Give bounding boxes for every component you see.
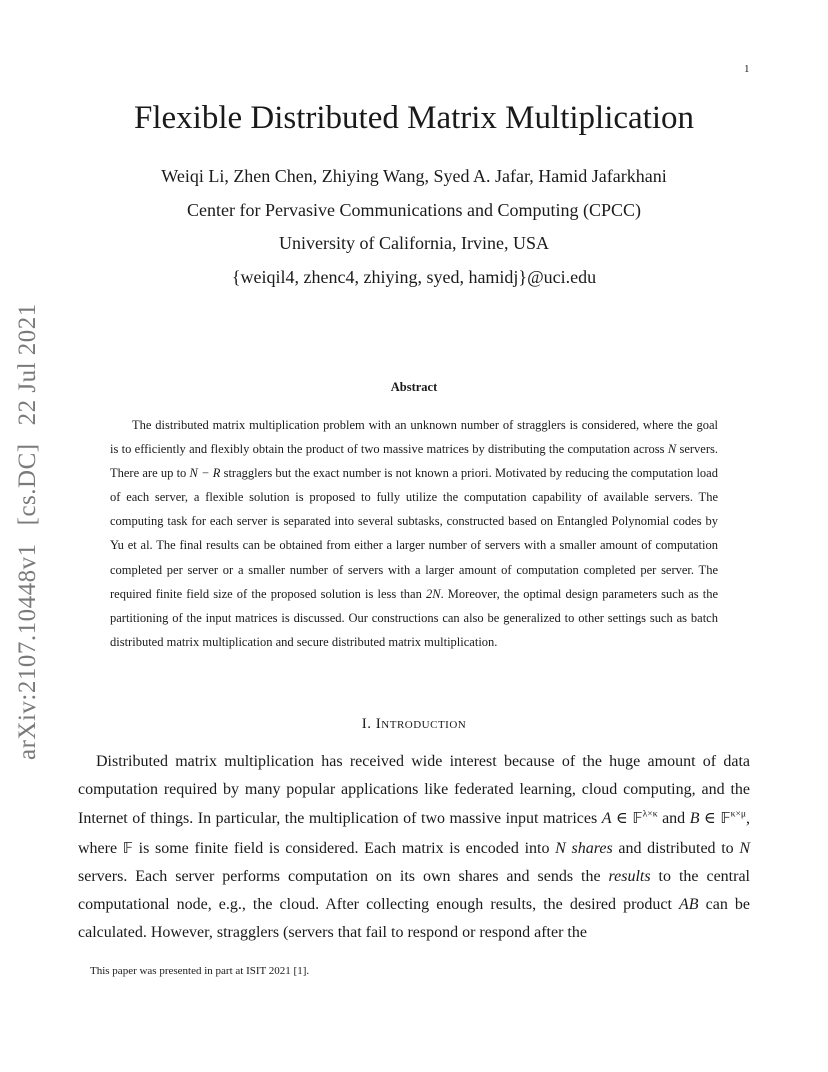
section-heading (0, 716, 828, 733)
footnote: This paper was presented in part at ISIT 2021 [1]. (90, 965, 310, 977)
emphasized-term: results (608, 867, 651, 885)
field-symbol: 𝔽 (720, 809, 731, 828)
affiliation-center: Center for Pervasive Communications and Computing (CPCC) (187, 199, 641, 220)
section-number: I. (361, 716, 372, 732)
page-number: 1 (744, 63, 750, 75)
introduction-paragraph: Distributed matrix multiplication has received wide interest because of the huge amount of data computation required by many popular applications like federated learning, cloud computing, and the Internet of things. In particular, the multiplication of two massive input matrices A ∈ 𝔽$^{\lambda\times\kappa}$ and B ∈ 𝔽$^{\kappa\times\mu}$, where 𝔽 is some finite field is considered. Each matrix is encoded into N shares and distributed to N servers. Each server performs computation on its own shares and sends the results to the central computational node, e.g., the cloud. After collecting enough results, the desired product AB can be calculated. However, stragglers (servers that fail to respond or respond after the (78, 753, 751, 942)
math-symbol: N (555, 839, 566, 857)
arxiv-id: arXiv:2107.10448v1 (14, 543, 41, 760)
math-symbol: AB (679, 896, 699, 914)
math-symbol: A (601, 810, 612, 828)
math-symbol: 2N (425, 586, 441, 601)
abstract-heading: Abstract (390, 380, 438, 394)
math-symbol: N − R (189, 466, 221, 481)
arxiv-date: 22 Jul 2021 (14, 303, 41, 426)
arxiv-identifier-stamp (14, 285, 42, 760)
paper-title: Flexible Distributed Matrix Multiplication (133, 100, 695, 136)
author-block (0, 160, 828, 294)
affiliation-university: University of California, Irvine, USA (279, 233, 549, 253)
author-names: Weiqi Li, Zhen Chen, Zhiying Wang, Syed A. Jafar, Hamid Jafarkhani (161, 166, 667, 186)
superscript: λ×κ (642, 808, 658, 820)
field-symbol: 𝔽 (122, 838, 133, 857)
section-title: Introduction (375, 716, 467, 732)
field-symbol: 𝔽 (632, 809, 643, 828)
abstract-text: The distributed matrix multiplication problem with an unknown number of stragglers is considered, where the goal is to efficiently and flexibly obtain the product of two massive matrices by distributing the computation across N servers. There are up to N − R stragglers but the exact number is not known a priori. Motivated by reducing the computation load of each server, a flexible solution is proposed to fully utilize the computation capability of available servers. The computing task for each server is separated into several subtasks, constructed based on Entangled Polynomial codes by Yu et al. The final results can be obtained from either a larger number of servers with a smaller amount of computation completed per server or a smaller number of servers with a larger amount of computation completed per server. The required finite field size of the proposed solution is less than 2N. Moreover, the optimal design parameters such as the partitioning of the input matrices is discussed. Our constructions can also be generalized to other settings such as batch distributed matrix multiplication and secure distributed matrix multiplication. (110, 418, 718, 649)
emphasized-term: shares (571, 839, 613, 857)
math-symbol: N (739, 839, 751, 857)
math-symbol: B (689, 810, 700, 828)
superscript: κ×μ (730, 808, 746, 820)
math-symbol: N (667, 442, 677, 457)
author-emails: {weiqil4, zhenc4, zhiying, syed, hamidj}@uci.edu (231, 266, 597, 287)
arxiv-category: [cs.DC] (14, 443, 41, 526)
